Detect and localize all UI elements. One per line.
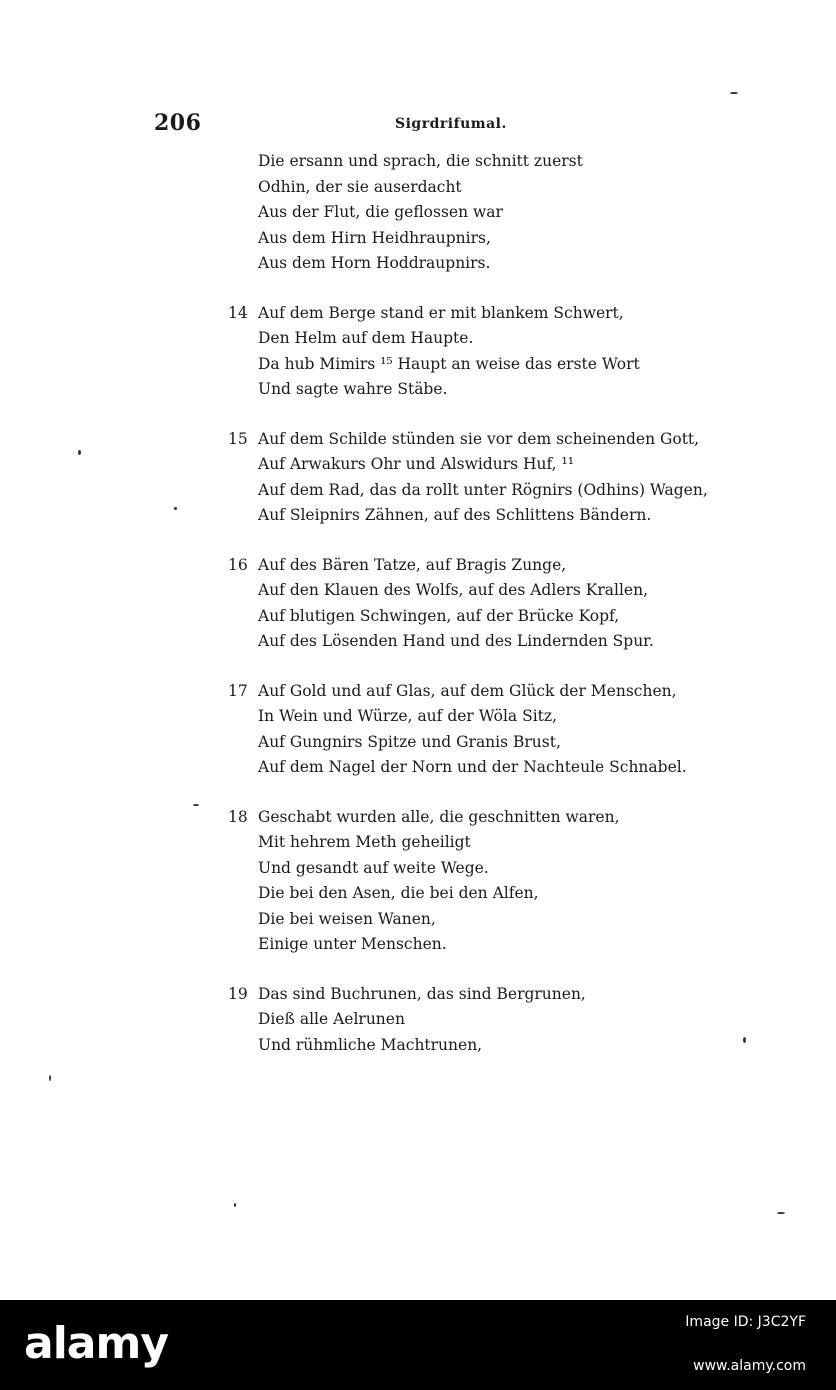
page-header	[0, 110, 836, 140]
verse-line	[228, 149, 788, 175]
verse-text: Und rühmliche Machtrunen,	[258, 1035, 483, 1054]
verse-line	[228, 1033, 788, 1059]
verse-line	[228, 175, 788, 201]
verse-text: Die ersann und sprach, die schnitt zuerst	[258, 152, 583, 170]
verse-line	[228, 679, 788, 705]
stanza-gap	[228, 781, 788, 805]
stanza-gap	[228, 403, 788, 427]
verse-text: Auf blutigen Schwingen, auf der Brücke Kopf,	[258, 606, 620, 625]
verse-line	[228, 730, 788, 756]
verse-line	[228, 578, 788, 604]
stanza-number: 18	[228, 807, 248, 826]
verse-text: Einige unter Menschen.	[258, 935, 447, 953]
verse-text: Den Helm auf dem Haupte.	[258, 329, 474, 347]
verse-line	[228, 856, 788, 882]
verse-text: Auf Gold und auf Glas, auf dem Glück der Menschen,	[258, 681, 677, 700]
watermark-site: www.alamy.com	[693, 1358, 806, 1374]
verse-line	[228, 881, 788, 907]
running-head: Sigrdrifumal.	[395, 116, 507, 132]
stanza	[228, 679, 788, 781]
verse-line	[228, 478, 788, 504]
verse-text: Auf dem Schilde stünden sie vor dem scheinenden Gott,	[258, 429, 700, 448]
verse-text: In Wein und Würze, auf der Wöla Sitz,	[258, 707, 557, 725]
verse-text: Auf dem Nagel der Norn und der Nachteule Schnabel.	[258, 758, 687, 776]
verse-text: Auf den Klauen des Wolfs, auf des Adlers Krallen,	[258, 581, 649, 599]
stanza	[228, 149, 788, 277]
scan-speck	[234, 1203, 236, 1207]
stanza-number: 17	[228, 681, 248, 700]
verse-text: Auf des Bären Tatze, auf Bragis Zunge,	[258, 555, 567, 574]
stanza	[228, 805, 788, 958]
verse-line	[228, 226, 788, 252]
verse-text: Und gesandt auf weite Wege.	[258, 858, 489, 877]
verse-line	[228, 251, 788, 277]
scan-speck	[193, 804, 199, 806]
stanza-number: 15	[228, 429, 248, 448]
verse-line	[228, 982, 788, 1008]
verse-line	[228, 1007, 788, 1033]
watermark-bar	[0, 1300, 836, 1390]
verse-line	[228, 907, 788, 933]
verse-line	[228, 755, 788, 781]
watermark-image-id: Image ID: J3C2YF	[685, 1314, 806, 1330]
stanza	[228, 553, 788, 655]
verse-line	[228, 604, 788, 630]
stanza	[228, 982, 788, 1059]
watermark-logo: alamy	[24, 1318, 168, 1369]
verse-text: Auf dem Berge stand er mit blankem Schwert,	[258, 303, 624, 322]
verse-line	[228, 326, 788, 352]
verse-line	[228, 377, 788, 403]
verse-text: Aus dem Horn Hoddraupnirs.	[258, 254, 491, 272]
scan-speck	[743, 1037, 746, 1043]
poem-text	[228, 149, 788, 1058]
verse-text: Da hub Mimirs ¹⁵ Haupt an weise das erste Wort	[258, 354, 640, 373]
scan-speck	[777, 1212, 785, 1214]
scan-speck	[78, 450, 81, 455]
verse-text: Aus der Flut, die geflossen war	[258, 203, 503, 221]
verse-text: Mit hehrem Meth geheiligt	[258, 833, 471, 851]
verse-text: Das sind Buchrunen, das sind Bergrunen,	[258, 984, 586, 1003]
verse-text: Auf Gungnirs Spitze und Granis Brust,	[258, 732, 561, 751]
verse-text: Auf Arwakurs Ohr und Alswidurs Huf, ¹¹	[258, 455, 574, 473]
verse-text: Auf Sleipnirs Zähnen, auf des Schlittens Bändern.	[258, 506, 652, 524]
stanza-gap	[228, 655, 788, 679]
verse-text: Dieß alle Aelrunen	[258, 1010, 405, 1028]
stanza-number: 16	[228, 555, 248, 574]
verse-line	[228, 553, 788, 579]
verse-line	[228, 503, 788, 529]
stanza-gap	[228, 277, 788, 301]
stanza-gap	[228, 958, 788, 982]
verse-text: Aus dem Hirn Heidhraupnirs,	[258, 228, 491, 247]
scan-speck	[174, 507, 177, 510]
verse-text: Und sagte wahre Stäbe.	[258, 380, 448, 398]
verse-line	[228, 932, 788, 958]
verse-text: Auf des Lösenden Hand und des Lindernden Spur.	[258, 632, 654, 650]
page-number: 206	[154, 110, 202, 136]
stanza-number: 19	[228, 984, 248, 1003]
scan-speck	[49, 1075, 51, 1081]
verse-text: Auf dem Rad, das da rollt unter Rögnirs (Odhins) Wagen,	[258, 480, 708, 499]
stanza	[228, 427, 788, 529]
verse-line	[228, 629, 788, 655]
verse-line	[228, 352, 788, 378]
verse-line	[228, 805, 788, 831]
verse-line	[228, 200, 788, 226]
stanza	[228, 301, 788, 403]
stanza-gap	[228, 529, 788, 553]
verse-line	[228, 452, 788, 478]
verse-line	[228, 427, 788, 453]
verse-text: Die bei weisen Wanen,	[258, 909, 436, 928]
scan-speck	[730, 92, 738, 94]
verse-text: Odhin, der sie auserdacht	[258, 177, 462, 196]
verse-text: Die bei den Asen, die bei den Alfen,	[258, 884, 539, 902]
stanza-number: 14	[228, 303, 248, 322]
verse-text: Geschabt wurden alle, die geschnitten waren,	[258, 807, 620, 826]
verse-line	[228, 830, 788, 856]
verse-line	[228, 301, 788, 327]
verse-line	[228, 704, 788, 730]
